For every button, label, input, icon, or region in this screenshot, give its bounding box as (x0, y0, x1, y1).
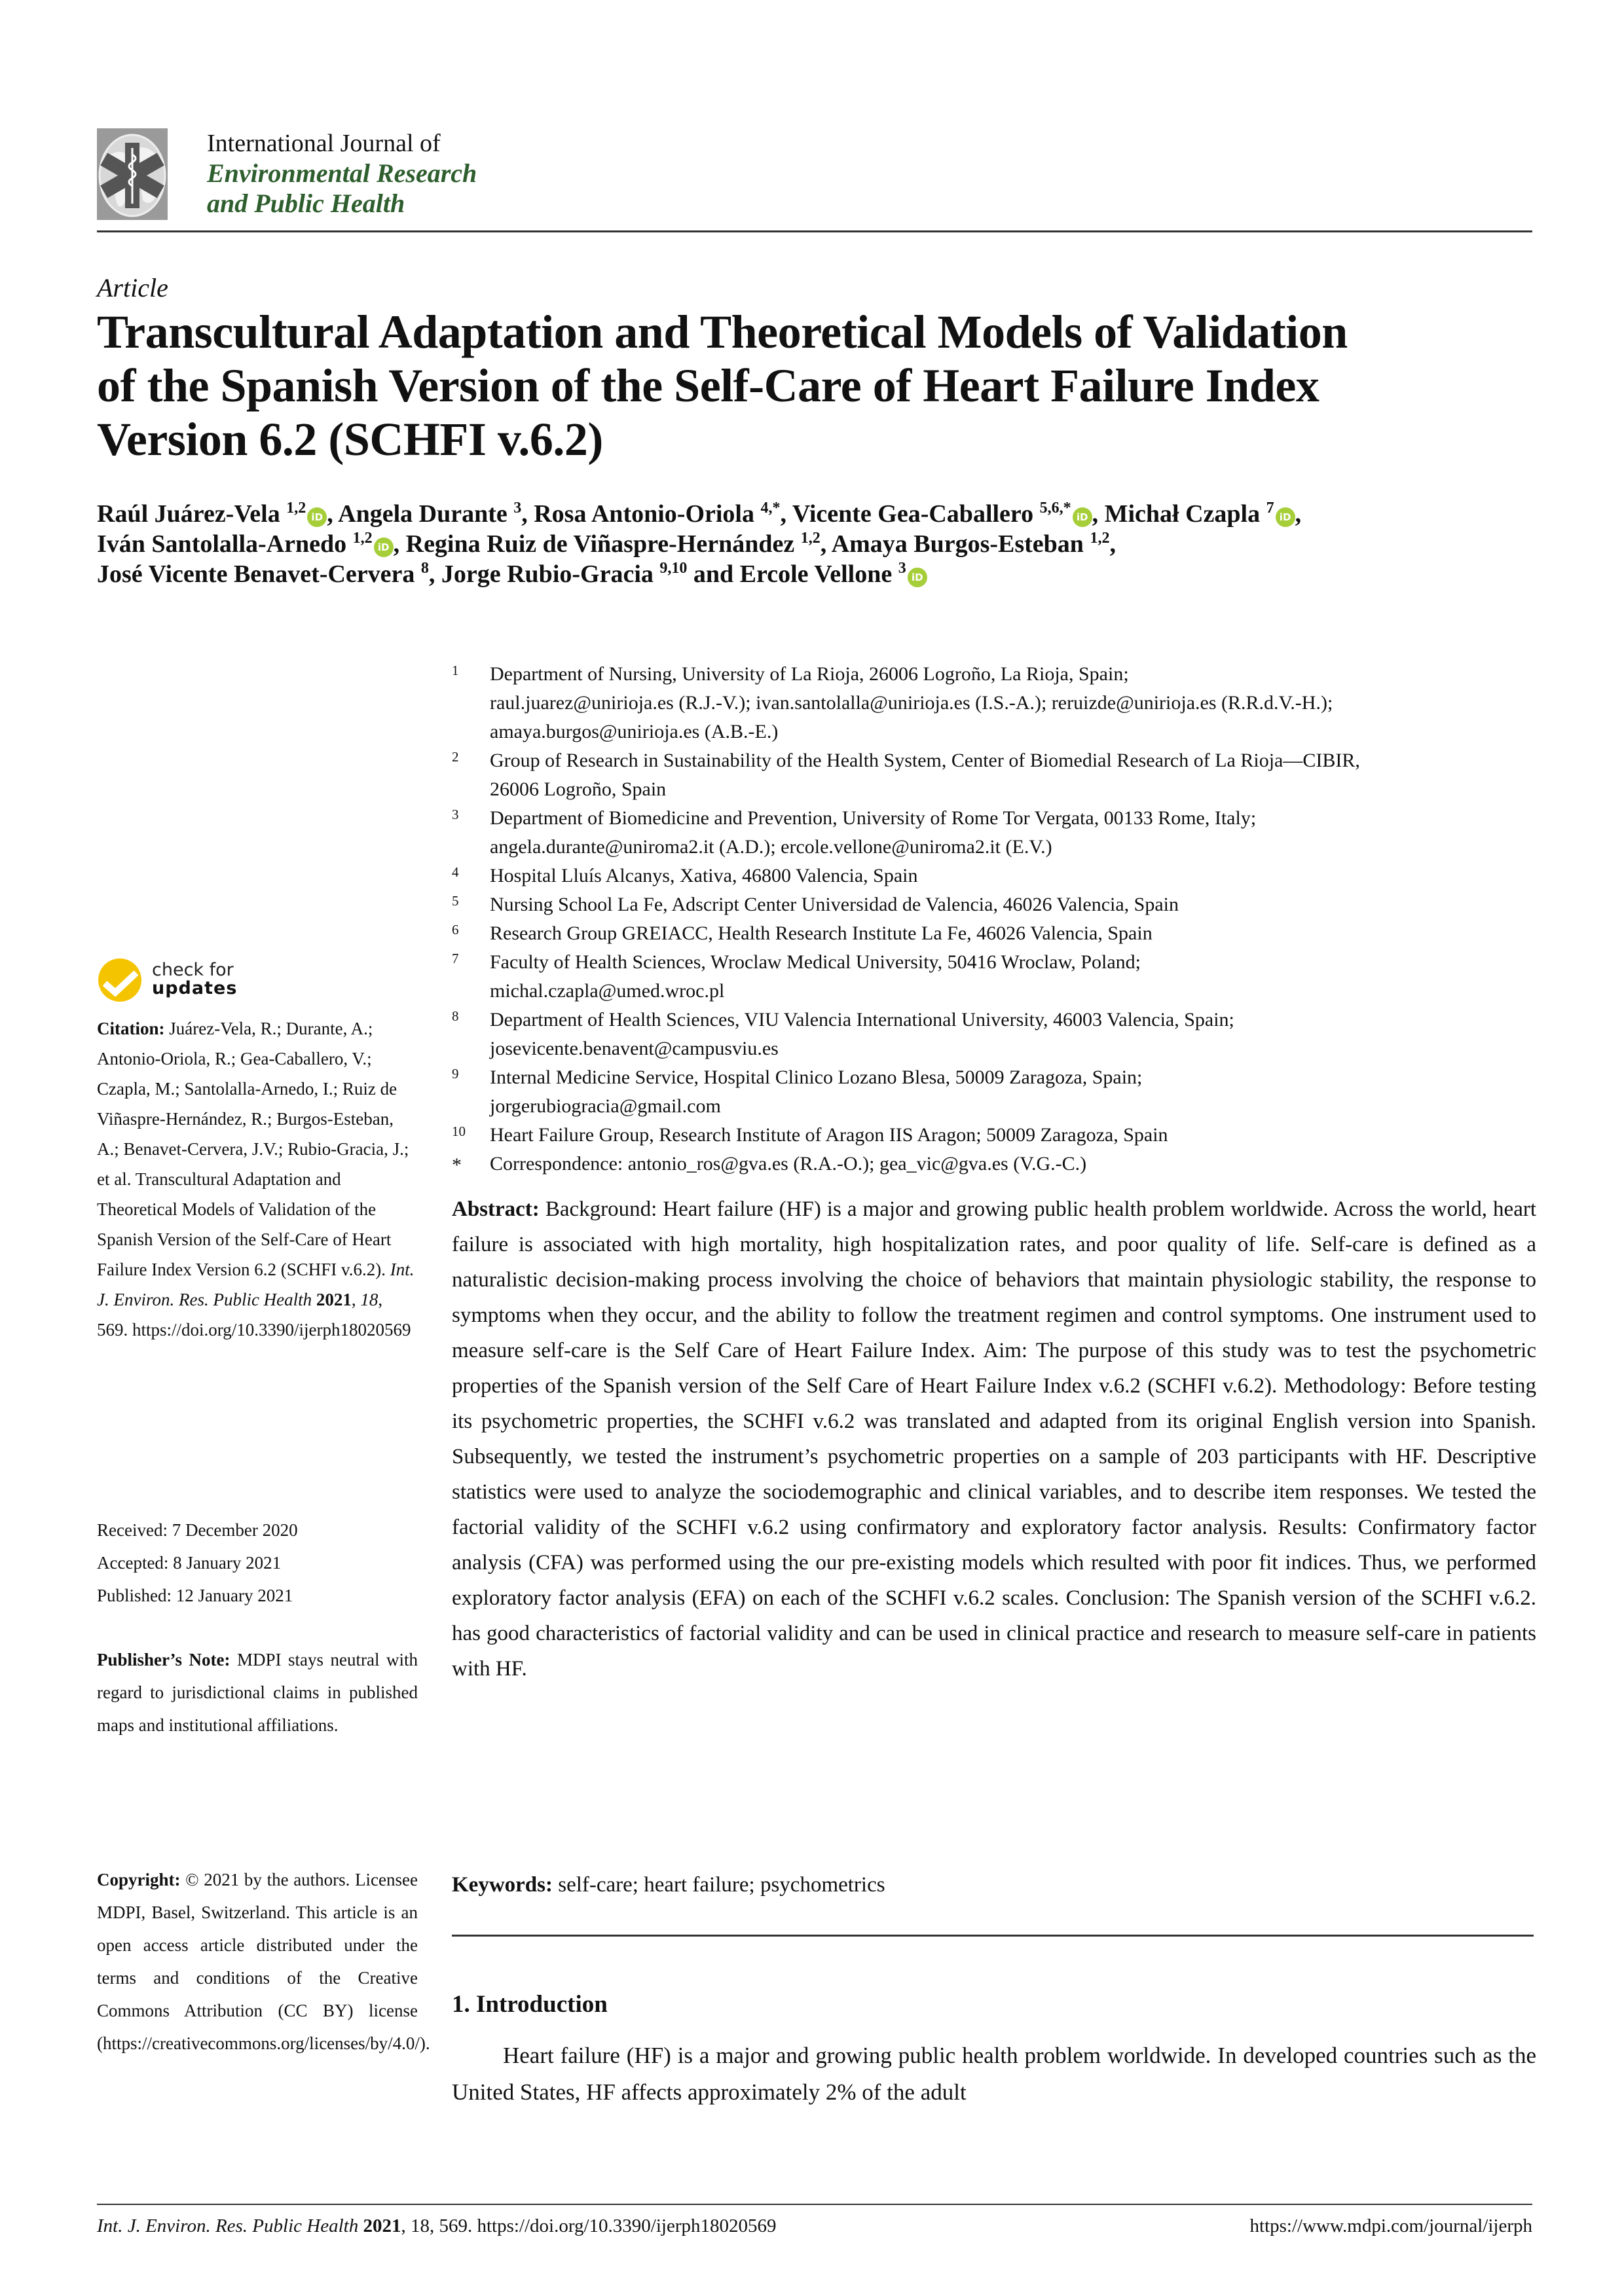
author-separator: , (393, 530, 406, 558)
introduction-paragraph: Heart failure (HF) is a major and growing public health problem worldwide. In developed countries such as the United States, HF affects approximately 2% of the adult (452, 2043, 1536, 2105)
author-name: Iván Santolalla-Arnedo (97, 530, 347, 558)
orcid-icon[interactable]: iD (1073, 507, 1092, 527)
journal-logo (97, 128, 168, 220)
affiliation-number: 1 (452, 663, 459, 678)
citation-journal: Int. J. Environ. Res. Public Health (97, 1260, 415, 1309)
affiliation-line: Department of Nursing, University of La Rioja, 26006 Logroño, La Rioja, Spain; (490, 663, 1129, 685)
check-for-updates-line2: updates (152, 978, 238, 998)
affiliations (452, 660, 1539, 1178)
author-affiliation-marker: 1,2 (1090, 530, 1110, 547)
footer-divider (97, 2204, 1532, 2205)
author-name: Angela Durante (338, 500, 507, 528)
section-heading-introduction: 1. Introduction (452, 1991, 608, 2018)
author-separator: , (820, 530, 832, 558)
affiliation-line: raul.juarez@unirioja.es (R.J.-V.); ivan.santolalla@unirioja.es (I.S.-A.); reruizde@unirioja.es (R.R.d.V.-H.); (490, 692, 1333, 714)
footer-year: 2021 (363, 2215, 401, 2236)
author-separator: and (687, 560, 740, 588)
affiliation-item (452, 862, 1539, 890)
author-list (97, 499, 1538, 589)
citation-block: Citation: Juárez-Vela, R.; Durante, A.; Antonio-Oriola, R.; Gea-Caballero, V.; Czapla, M.; Santolalla-Arnedo, I.; Ruiz de Viñaspre-Hernández, R.; Burgos-Esteban, A.; Benavet-Cervera, J.V.; Rubio-Gracia, J.; et al. Transcultural Adaptation and Theoretical Models of Validation of the Spanish Version of the Self-Care of Heart Failure Index Version 6.2 (SCHFI v.6.2). Int. J. Environ. Res. Public Health 2021, 18, 569. https://doi.org/10.3390/ijerph18020569 (97, 1019, 415, 1339)
affiliation-number: 10 (452, 1123, 466, 1139)
author-name: Vicente Gea-Caballero (792, 500, 1034, 528)
check-for-updates-icon (97, 957, 143, 1003)
copyright-text: © 2021 by the authors. Licensee MDPI, Basel, Switzerland. This article is an open access article distributed under the terms and conditions of the Creative Commons Attribution (CC BY) license (https://creativecommons.org/licenses/by/4.0/). (97, 1870, 430, 2053)
footer-journal: Int. J. Environ. Res. Public Health (97, 2215, 359, 2236)
affiliation-item (452, 660, 1539, 746)
keywords-text: self-care; heart failure; psychometrics (558, 1873, 885, 1897)
affiliation-number: 9 (452, 1066, 459, 1082)
affiliation-line: Heart Failure Group, Research Institute of Aragon IIS Aragon; 50009 Zaragoza, Spain (490, 1124, 1168, 1146)
affiliation-item (452, 1150, 1539, 1178)
affiliation-line: Research Group GREIACC, Health Research Institute La Fe, 46026 Valencia, Spain (490, 922, 1153, 944)
copyright-label: Copyright: (97, 1870, 181, 1889)
header-divider (97, 230, 1532, 232)
affiliation-number: 7 (452, 951, 459, 966)
orcid-icon[interactable]: iD (374, 538, 394, 557)
orcid-icon[interactable]: iD (908, 568, 927, 587)
orcid-icon[interactable]: iD (307, 507, 327, 527)
publication-dates (97, 1514, 418, 1612)
affiliation-number: 6 (452, 922, 459, 938)
affiliation-line: Department of Health Sciences, VIU Valencia International University, 46003 Valencia, Spain; (490, 1009, 1234, 1030)
citation-text: Juárez-Vela, R.; Durante, A.; Antonio-Oriola, R.; Gea-Caballero, V.; Czapla, M.; Santolalla-Arnedo, I.; Ruiz de Viñaspre-Hernández, R.; Burgos-Esteban, A.; Benavet-Cervera, J.V.; Rubio-Gracia, J.; et al. Transcultural Adaptation and Theoretical Models of Validation of the Spanish Version of the Self-Care of Heart Failure Index Version 6.2 (SCHFI v.6.2). (97, 1019, 409, 1279)
affiliation-line: Group of Research in Sustainability of the Health System, Center of Biomedial Research of La Rioja—CIBIR, (490, 750, 1360, 771)
journal-name (207, 128, 477, 219)
publisher-note-label: Publisher’s Note: (97, 1650, 231, 1669)
citation-label: Citation: (97, 1019, 165, 1038)
author-separator: , (428, 560, 441, 588)
author-affiliation-marker: 1,2 (800, 530, 821, 547)
affiliation-number: 3 (452, 807, 459, 822)
title-line: Version 6.2 (SCHFI v.6.2) (97, 413, 603, 465)
affiliation-line: Department of Biomedicine and Prevention, University of Rome Tor Vergata, 00133 Rome, Italy; (490, 807, 1257, 829)
author-name: Regina Ruiz de Viñaspre-Hernández (405, 530, 795, 558)
footer-citation (97, 2215, 776, 2237)
affiliation-item (452, 804, 1539, 862)
accepted-date: Accepted: 8 January 2021 (97, 1553, 282, 1573)
received-date: Received: 7 December 2020 (97, 1520, 298, 1540)
author-name: Rosa Antonio-Oriola (534, 500, 754, 528)
affiliation-line: angela.durante@uniroma2.it (A.D.); ercole.vellone@uniroma2.it (E.V.) (490, 836, 1052, 858)
affiliation-number: * (452, 1154, 462, 1176)
affiliation-item (452, 948, 1539, 1006)
affiliation-number: 8 (452, 1008, 459, 1024)
journal-name-line-2: Environmental Research (207, 158, 477, 188)
abstract-divider (452, 1935, 1534, 1937)
author-name: Jorge Rubio-Gracia (441, 560, 654, 588)
keywords-label: Keywords: (452, 1873, 553, 1897)
affiliation-number: 2 (452, 749, 459, 765)
author-name: José Vicente Benavet-Cervera (97, 560, 415, 588)
orcid-icon[interactable]: iD (1276, 507, 1295, 527)
author-separator: , (1109, 530, 1116, 558)
author-separator: , (521, 500, 534, 528)
title-line: of the Spanish Version of the Self-Care of Heart Failure Index (97, 359, 1320, 412)
check-for-updates-line1: check for (152, 960, 234, 980)
author-separator: , (327, 500, 339, 528)
abstract-text: Background: Heart failure (HF) is a major and growing public health problem worldwide. Across the world, heart failure is associated with high mortality, high hospitalization rates, and poor quality of life. Self-care is defined as a naturalistic decision-making process involving the choice of behaviors that maintain physiologic stability, the response to symptoms when they occur, and the ability to follow the treatment regimen and control symptoms. One instrument used to measure self-care is the Self Care of Heart Failure Index. Aim: The purpose of this study was to test the psychometric properties of the Spanish version of the Self Care of Heart Failure Index v.6.2 (SCHFI v.6.2). Methodology: Before testing its psychometric properties, the SCHFI v.6.2 was translated and adapted from its original English version into Spanish. Subsequently, we tested the instrument’s psychometric properties on a sample of 203 participants with HF. Descriptive statistics were used to analyze the sociodemographic and clinical variables, and to describe item responses. We tested the factorial validity of the SCHFI v.6.2 using confirmatory and exploratory factor analysis. Results: Confirmatory factor analysis (CFA) was performed using the our pre-existing models which resulted with poor fit indices. Thus, we performed exploratory factor analysis (EFA) on each of the SCHFI v.6.2 scales. Conclusion: The Spanish version of the SCHFI v.6.2. has good characteristics of factorial validity and can be used in clinical practice and research to measure self-care in patients with HF. (452, 1197, 1536, 1681)
author-separator: , (780, 500, 792, 528)
author-separator: , (1092, 500, 1105, 528)
article-title (97, 305, 1538, 466)
keywords (452, 1867, 1536, 1903)
affiliation-item (452, 890, 1539, 919)
affiliation-item (452, 1121, 1539, 1150)
author-name: Raúl Juárez-Vela (97, 500, 280, 528)
article-type: Article (97, 273, 168, 302)
author-affiliation-marker: 3 (513, 500, 522, 517)
author-name: Amaya Burgos-Esteban (831, 530, 1084, 558)
affiliation-number: 4 (452, 864, 459, 880)
citation-year: 2021 (316, 1290, 352, 1309)
affiliation-line: michal.czapla@umed.wroc.pl (490, 980, 725, 1002)
copyright-notice (97, 1863, 430, 2060)
abstract (452, 1192, 1536, 1686)
author-affiliation-marker: 1,2 (352, 530, 373, 547)
affiliation-item (452, 1006, 1539, 1063)
author-name: Ercole Vellone (739, 560, 893, 588)
author-name: Michał Czapla (1104, 500, 1261, 528)
title-line: Transcultural Adaptation and Theoretical Models of Validation (97, 306, 1348, 358)
publisher-note (97, 1643, 418, 1741)
affiliation-line: 26006 Logroño, Spain (490, 778, 667, 800)
author-affiliation-marker: 5,6,* (1039, 500, 1071, 517)
journal-name-line-1: International Journal of (207, 130, 441, 157)
citation-article-number: 569. (97, 1320, 128, 1339)
journal-name-line-3: and Public Health (207, 189, 405, 218)
published-date: Published: 12 January 2021 (97, 1586, 293, 1605)
affiliation-line: Hospital Lluís Alcanys, Xativa, 46800 Valencia, Spain (490, 865, 918, 886)
check-for-updates-button[interactable] (97, 957, 267, 1003)
author-affiliation-marker: 4,* (760, 500, 781, 517)
affiliation-line: amaya.burgos@unirioja.es (A.B.-E.) (490, 721, 779, 742)
author-affiliation-marker: 8 (420, 560, 429, 577)
affiliation-line: Faculty of Health Sciences, Wroclaw Medical University, 50416 Wroclaw, Poland; (490, 951, 1141, 973)
affiliation-item (452, 1063, 1539, 1121)
affiliation-item (452, 746, 1539, 804)
publisher-note-text: MDPI stays neutral with regard to jurisdictional claims in published maps and institutional affiliations. (97, 1650, 418, 1735)
author-affiliation-marker: 7 (1266, 500, 1274, 517)
affiliation-line: josevicente.benavent@campusviu.es (490, 1038, 779, 1059)
footer-journal-url[interactable]: https://www.mdpi.com/journal/ijerph (1249, 2215, 1532, 2236)
author-separator: , (1295, 500, 1302, 528)
affiliation-line: Correspondence: antonio_ros@gva.es (R.A.-O.); gea_vic@gva.es (V.G.-C.) (490, 1153, 1087, 1175)
author-affiliation-marker: 1,2 (286, 500, 306, 517)
author-affiliation-marker: 3 (898, 560, 906, 577)
citation-doi-link[interactable]: https://doi.org/10.3390/ijerph18020569 (132, 1320, 411, 1339)
affiliation-line: Nursing School La Fe, Adscript Center Universidad de Valencia, 46026 Valencia, Spain (490, 894, 1179, 915)
citation-volume: 18 (360, 1290, 378, 1309)
footer-doi[interactable]: , 18, 569. https://doi.org/10.3390/ijerph18020569 (401, 2215, 777, 2236)
affiliation-line: jorgerubiogracia@gmail.com (490, 1095, 721, 1117)
affiliation-number: 5 (452, 893, 459, 909)
affiliation-line: Internal Medicine Service, Hospital Clinico Lozano Blesa, 50009 Zaragoza, Spain; (490, 1066, 1143, 1088)
abstract-label: Abstract: (452, 1197, 540, 1221)
affiliation-item (452, 919, 1539, 948)
author-affiliation-marker: 9,10 (659, 560, 688, 577)
globe-star-of-life-icon (97, 128, 168, 220)
